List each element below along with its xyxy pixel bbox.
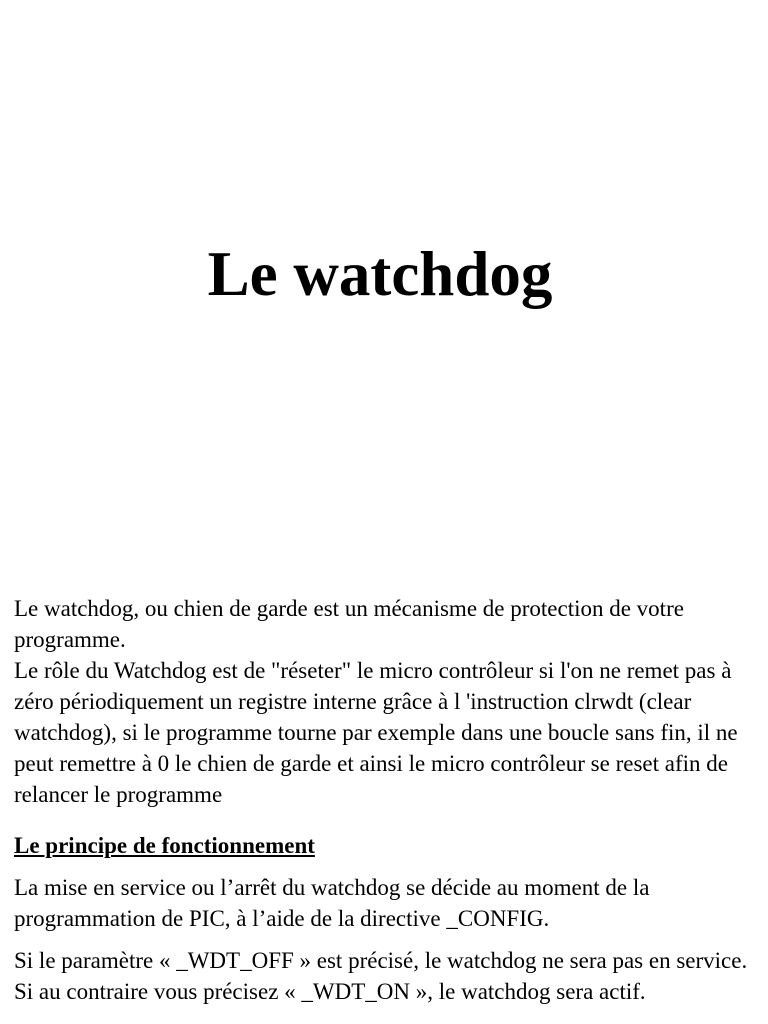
section-heading: Le principe de fonctionnement [14, 833, 315, 858]
intro-description: Le rôle du Watchdog est de "réseter" le micro contrôleur si l'on ne remet pas à zéro périodiquement un registre interne grâce à l 'instruction clrwdt (clear watchdog), si le programme tourne par exemple dans une boucle sans fin, il ne peut remettre à 0 le chien de garde et ainsi le micro contrôleur se reset afin de relancer le programme [14, 658, 738, 807]
document-body [14, 593, 759, 1018]
paragraph-wdt-params: Si le paramètre « _WDT_OFF » est précisé, le watchdog ne sera pas en service. Si au contraire vous précisez « _WDT_ON », le watchdog sera actif. [14, 948, 748, 1004]
paragraph-config: La mise en service ou l’arrêt du watchdog se décide au moment de la programmation de PIC, à l’aide de la directive _CONFIG. [14, 875, 650, 931]
page-title: Le watchdog [207, 239, 553, 309]
intro-block [14, 593, 759, 810]
intro-sentence: Le watchdog, ou chien de garde est un mécanisme de protection de votre programme. [14, 596, 684, 652]
